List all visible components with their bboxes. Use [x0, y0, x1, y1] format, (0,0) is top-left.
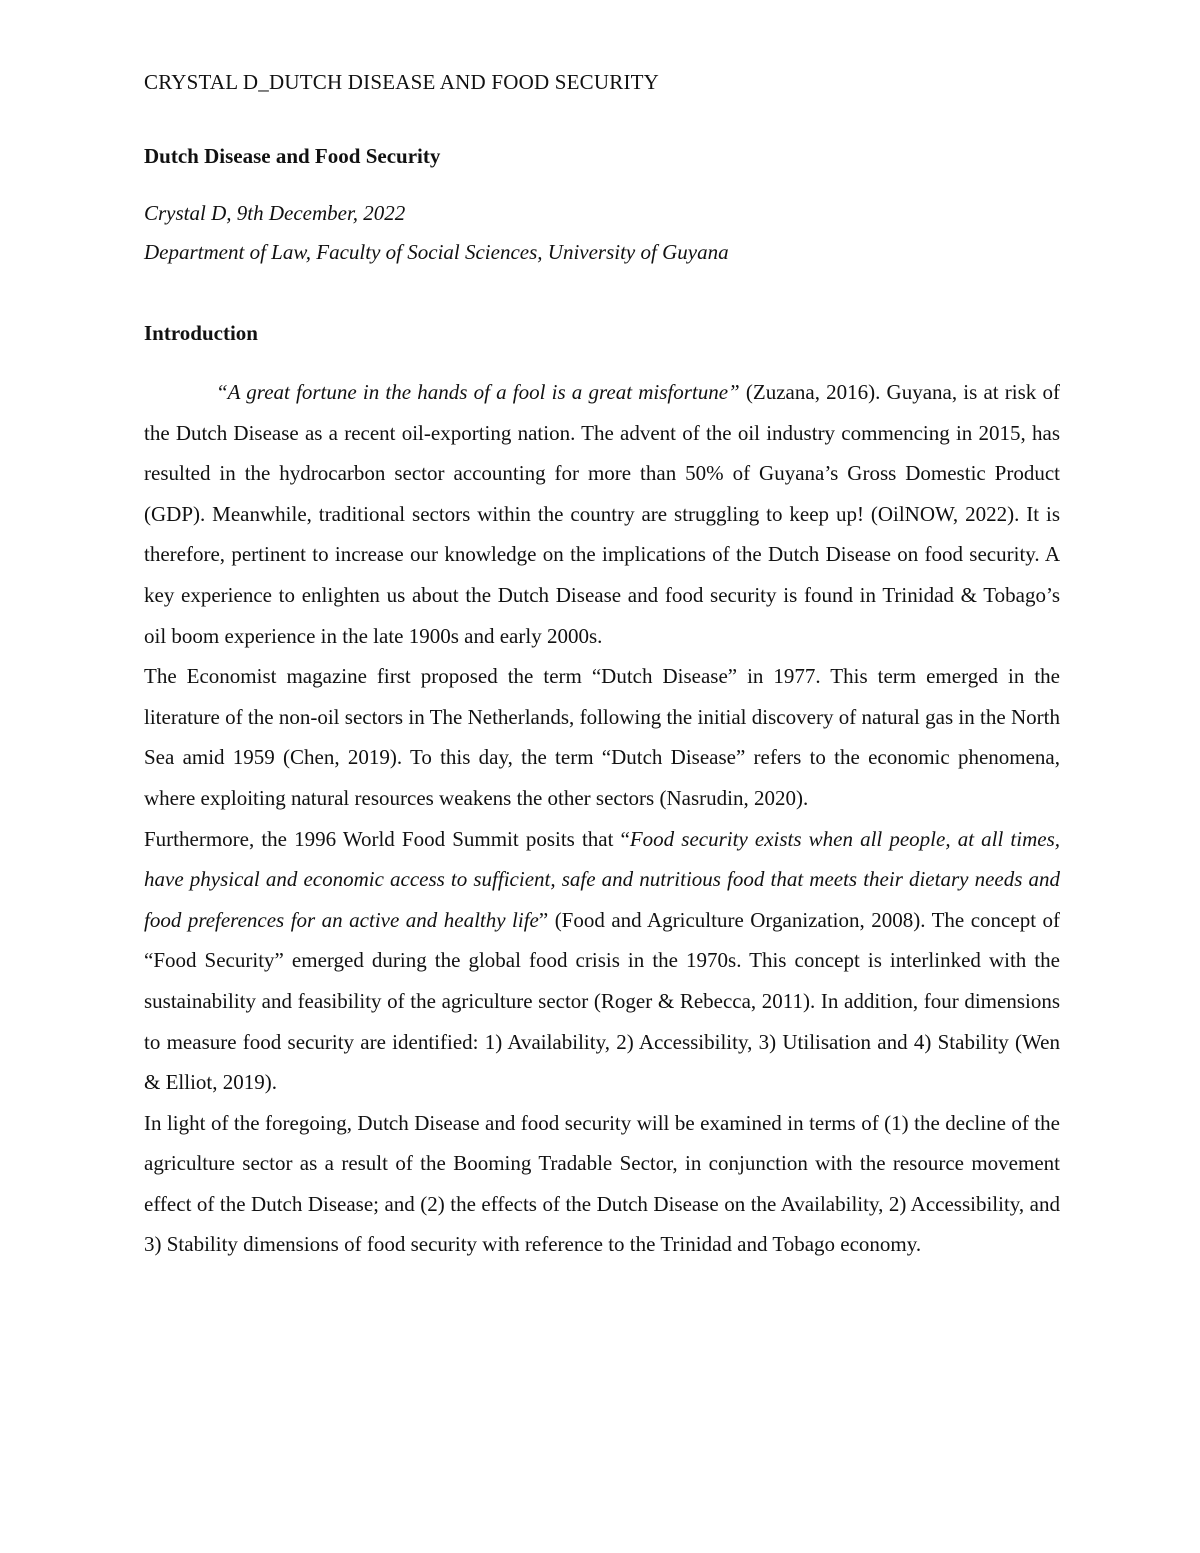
opening-quote: “A great fortune in the hands of a fool is a great misfortune”: [216, 380, 740, 404]
paragraph-1-text: (Zuzana, 2016). Guyana, is at risk of the Dutch Disease as a recent oil-exporting nation. The advent of the oil industry commencing in 2015, has resulted in the hydrocarbon sector accounting for more than 50% of Guyana’s Gross Domestic Product (GDP). Meanwhile, traditional sectors within the country are struggling to keep up! (OilNOW, 2022). It is therefore, pertinent to increase our knowledge on the implications of the Dutch Disease on food security. A key experience to enlighten us about the Dutch Disease and food security is found in Trinidad & Tobago’s oil boom experience in the late 1900s and early 2000s.: [144, 380, 1060, 648]
paragraph-3-text: ” (Food and Agriculture Organization, 2008). The concept of “Food Security” emerged during the global food crisis in the 1970s. This concept is interlinked with the sustainability and feasibility of the agriculture sector (Roger & Rebecca, 2011). In addition, four dimensions to measure food security are identified: 1) Availability, 2) Accessibility, 3) Utilisation and 4) Stability (Wen & Elliot, 2019).: [144, 907, 1060, 1095]
paragraph-3-start: Furthermore, the 1996 World Food Summit posits that “: [144, 826, 630, 851]
body-text: [144, 372, 1060, 1265]
paragraph-3: [144, 819, 1060, 1103]
running-header: CRYSTAL D_DUTCH DISEASE AND FOOD SECURITY: [144, 70, 660, 94]
author-date: Crystal D, 9th December, 2022: [144, 201, 406, 225]
paragraph-4: In light of the foregoing, Dutch Disease and food security will be examined in terms of (1) the decline of the agriculture sector as a result of the Booming Tradable Sector, in conjunction with the resource movement effect of the Dutch Disease; and (2) the effects of the Dutch Disease on the Availability, 2) Accessibility, and 3) Stability dimensions of food security with reference to the Trinidad and Tobago economy.: [144, 1110, 1060, 1257]
food-security-definition-quote: Food security exists when all people, at all times, have physical and economic access to sufficient, safe and nutritious food that meets their dietary needs and food preferences for an active and healthy life: [144, 826, 1060, 932]
section-heading-introduction: Introduction: [144, 321, 258, 345]
affiliation: Department of Law, Faculty of Social Sciences, University of Guyana: [144, 240, 729, 264]
paragraph-1: [144, 372, 1060, 656]
paper-title: Dutch Disease and Food Security: [144, 144, 441, 168]
paragraph-2: The Economist magazine first proposed the term “Dutch Disease” in 1977. This term emerged in the literature of the non-oil sectors in The Netherlands, following the initial discovery of natural gas in the North Sea amid 1959 (Chen, 2019). To this day, the term “Dutch Disease” refers to the economic phenomena, where exploiting natural resources weakens the other sectors (Nasrudin, 2020).: [144, 664, 1060, 810]
